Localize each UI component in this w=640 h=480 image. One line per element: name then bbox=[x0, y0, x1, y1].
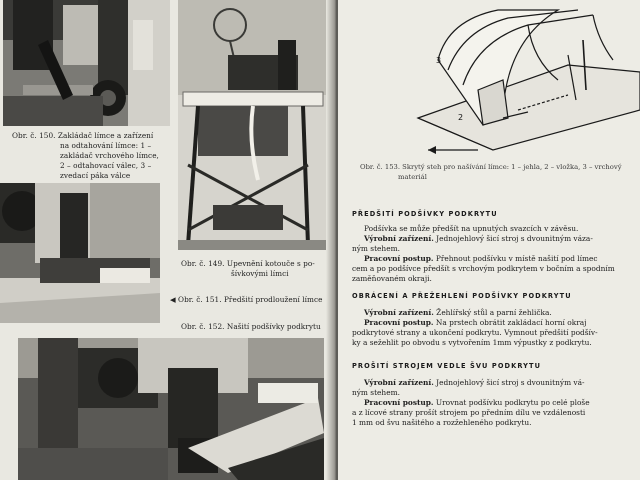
body-line bbox=[352, 318, 640, 328]
caption-line: materiál bbox=[398, 173, 427, 181]
drawing-fig153 bbox=[408, 0, 640, 160]
photo-fig151-image bbox=[0, 183, 160, 323]
body-line bbox=[352, 328, 640, 338]
caption-fig151 bbox=[170, 295, 330, 305]
photo-fig152-image bbox=[18, 338, 324, 480]
photo-fig150-image bbox=[3, 0, 170, 126]
photo-fig150 bbox=[3, 0, 170, 126]
body-bold: Výrobní zařízení. bbox=[364, 234, 434, 243]
caption-line: na odtahování límce: 1 – bbox=[60, 141, 152, 150]
body-line bbox=[352, 254, 640, 264]
photo-fig149-image bbox=[178, 0, 326, 250]
body-line bbox=[352, 244, 640, 254]
body-text: Žehlířský stůl a parní žehlička. bbox=[433, 308, 552, 317]
section-heading: OBRÁCENÍ A PŘEŽEHLENÍ PODŠÍVKY PODKRYTU bbox=[352, 292, 572, 300]
photo-fig152 bbox=[18, 338, 324, 480]
body-bold: Výrobní zařízení. bbox=[364, 378, 434, 387]
caption-fig149 bbox=[181, 259, 331, 279]
photo-fig149 bbox=[178, 0, 326, 250]
body-text: Podšívka se může předšít na upnutých svazcích v závěsu. bbox=[364, 224, 579, 233]
body-text: Urovnat podšívku podkrytu po celé ploše bbox=[433, 398, 590, 407]
section-heading: PROŠITÍ STROJEM VEDLE ŠVU PODKRYTU bbox=[352, 362, 542, 370]
body-text: Na prstech obrátit zakládací horní okraj bbox=[433, 318, 587, 327]
caption-line: Obr. č. 153. Skrytý steh pro našívání límce: 1 – jehla, 2 – vložka, 3 – vrchový bbox=[360, 163, 622, 171]
body-text: ky a sežehlit po obvodu s vytvořením 1mm výpustky z podkrytu. bbox=[352, 338, 592, 347]
body-bold: Výrobní zařízení. bbox=[364, 308, 434, 317]
caption-line: zvedací páka válce bbox=[60, 171, 131, 180]
caption-fig150 bbox=[12, 131, 177, 181]
body-text: a z lícové strany prošít strojem po předním dílu ve vzdálenosti bbox=[352, 408, 586, 417]
body-text: podkrytové strany a ukončení podkrytu. Vymnout předšití podšív- bbox=[352, 328, 598, 337]
caption-line: šívkovými límci bbox=[231, 269, 289, 278]
body-line bbox=[352, 308, 640, 318]
caption-line: 2 – odtahovací válec, 3 – bbox=[60, 161, 152, 170]
fig153-label-2: 2 bbox=[458, 113, 464, 122]
body-text: zaměňovaném okraji. bbox=[352, 274, 432, 283]
fig153-label-3: 3 bbox=[436, 56, 442, 65]
caption-line: Obr. č. 149. Upevnění kotouče s po- bbox=[181, 259, 315, 268]
body-text: 1 mm od švu našitého a rozžehleného podkrytu. bbox=[352, 418, 532, 427]
photo-fig151 bbox=[0, 183, 160, 323]
body-text: ným stehem. bbox=[352, 388, 400, 397]
body-line bbox=[352, 274, 640, 284]
caption-line: Obr. č. 150. Zakládač límce a zařízení bbox=[12, 131, 154, 140]
body-text: cem a po podšívce předšít s vrchovým podkrytem v bočním a spodním bbox=[352, 264, 615, 273]
body-line bbox=[352, 338, 640, 348]
body-text: ným stehem. bbox=[352, 244, 400, 253]
caption-fig153 bbox=[360, 162, 640, 182]
body-line bbox=[352, 388, 640, 398]
body-bold: Pracovní postup. bbox=[364, 318, 434, 327]
body-line bbox=[352, 398, 640, 408]
body-line bbox=[352, 418, 640, 428]
body-text: Přehnout podšívku v místě našití pod límec bbox=[433, 254, 598, 263]
body-line bbox=[352, 378, 640, 388]
body-line bbox=[352, 224, 640, 234]
right-page bbox=[338, 0, 640, 480]
body-line bbox=[352, 264, 640, 274]
caption-line: Obr. č. 152. Našití podšívky podkrytu bbox=[181, 322, 321, 331]
body-bold: Pracovní postup. bbox=[364, 254, 434, 263]
body-bold: Pracovní postup. bbox=[364, 398, 434, 407]
section-heading: PŘEDŠITÍ PODŠÍVKY PODKRYTU bbox=[352, 210, 498, 218]
caption-line: zakládač vrchového límce, bbox=[60, 151, 159, 160]
drawing-fig153-image bbox=[408, 0, 640, 160]
caption-line: ◀ Obr. č. 151. Předšití prodloužení límce bbox=[170, 295, 323, 304]
body-text: Jednojehlový šicí stroj s dvounitným vá- bbox=[433, 378, 585, 387]
body-line bbox=[352, 234, 640, 244]
body-text: Jednojehlový šicí stroj s dvounitným váza- bbox=[433, 234, 593, 243]
caption-fig152 bbox=[181, 322, 331, 332]
body-line bbox=[352, 408, 640, 418]
